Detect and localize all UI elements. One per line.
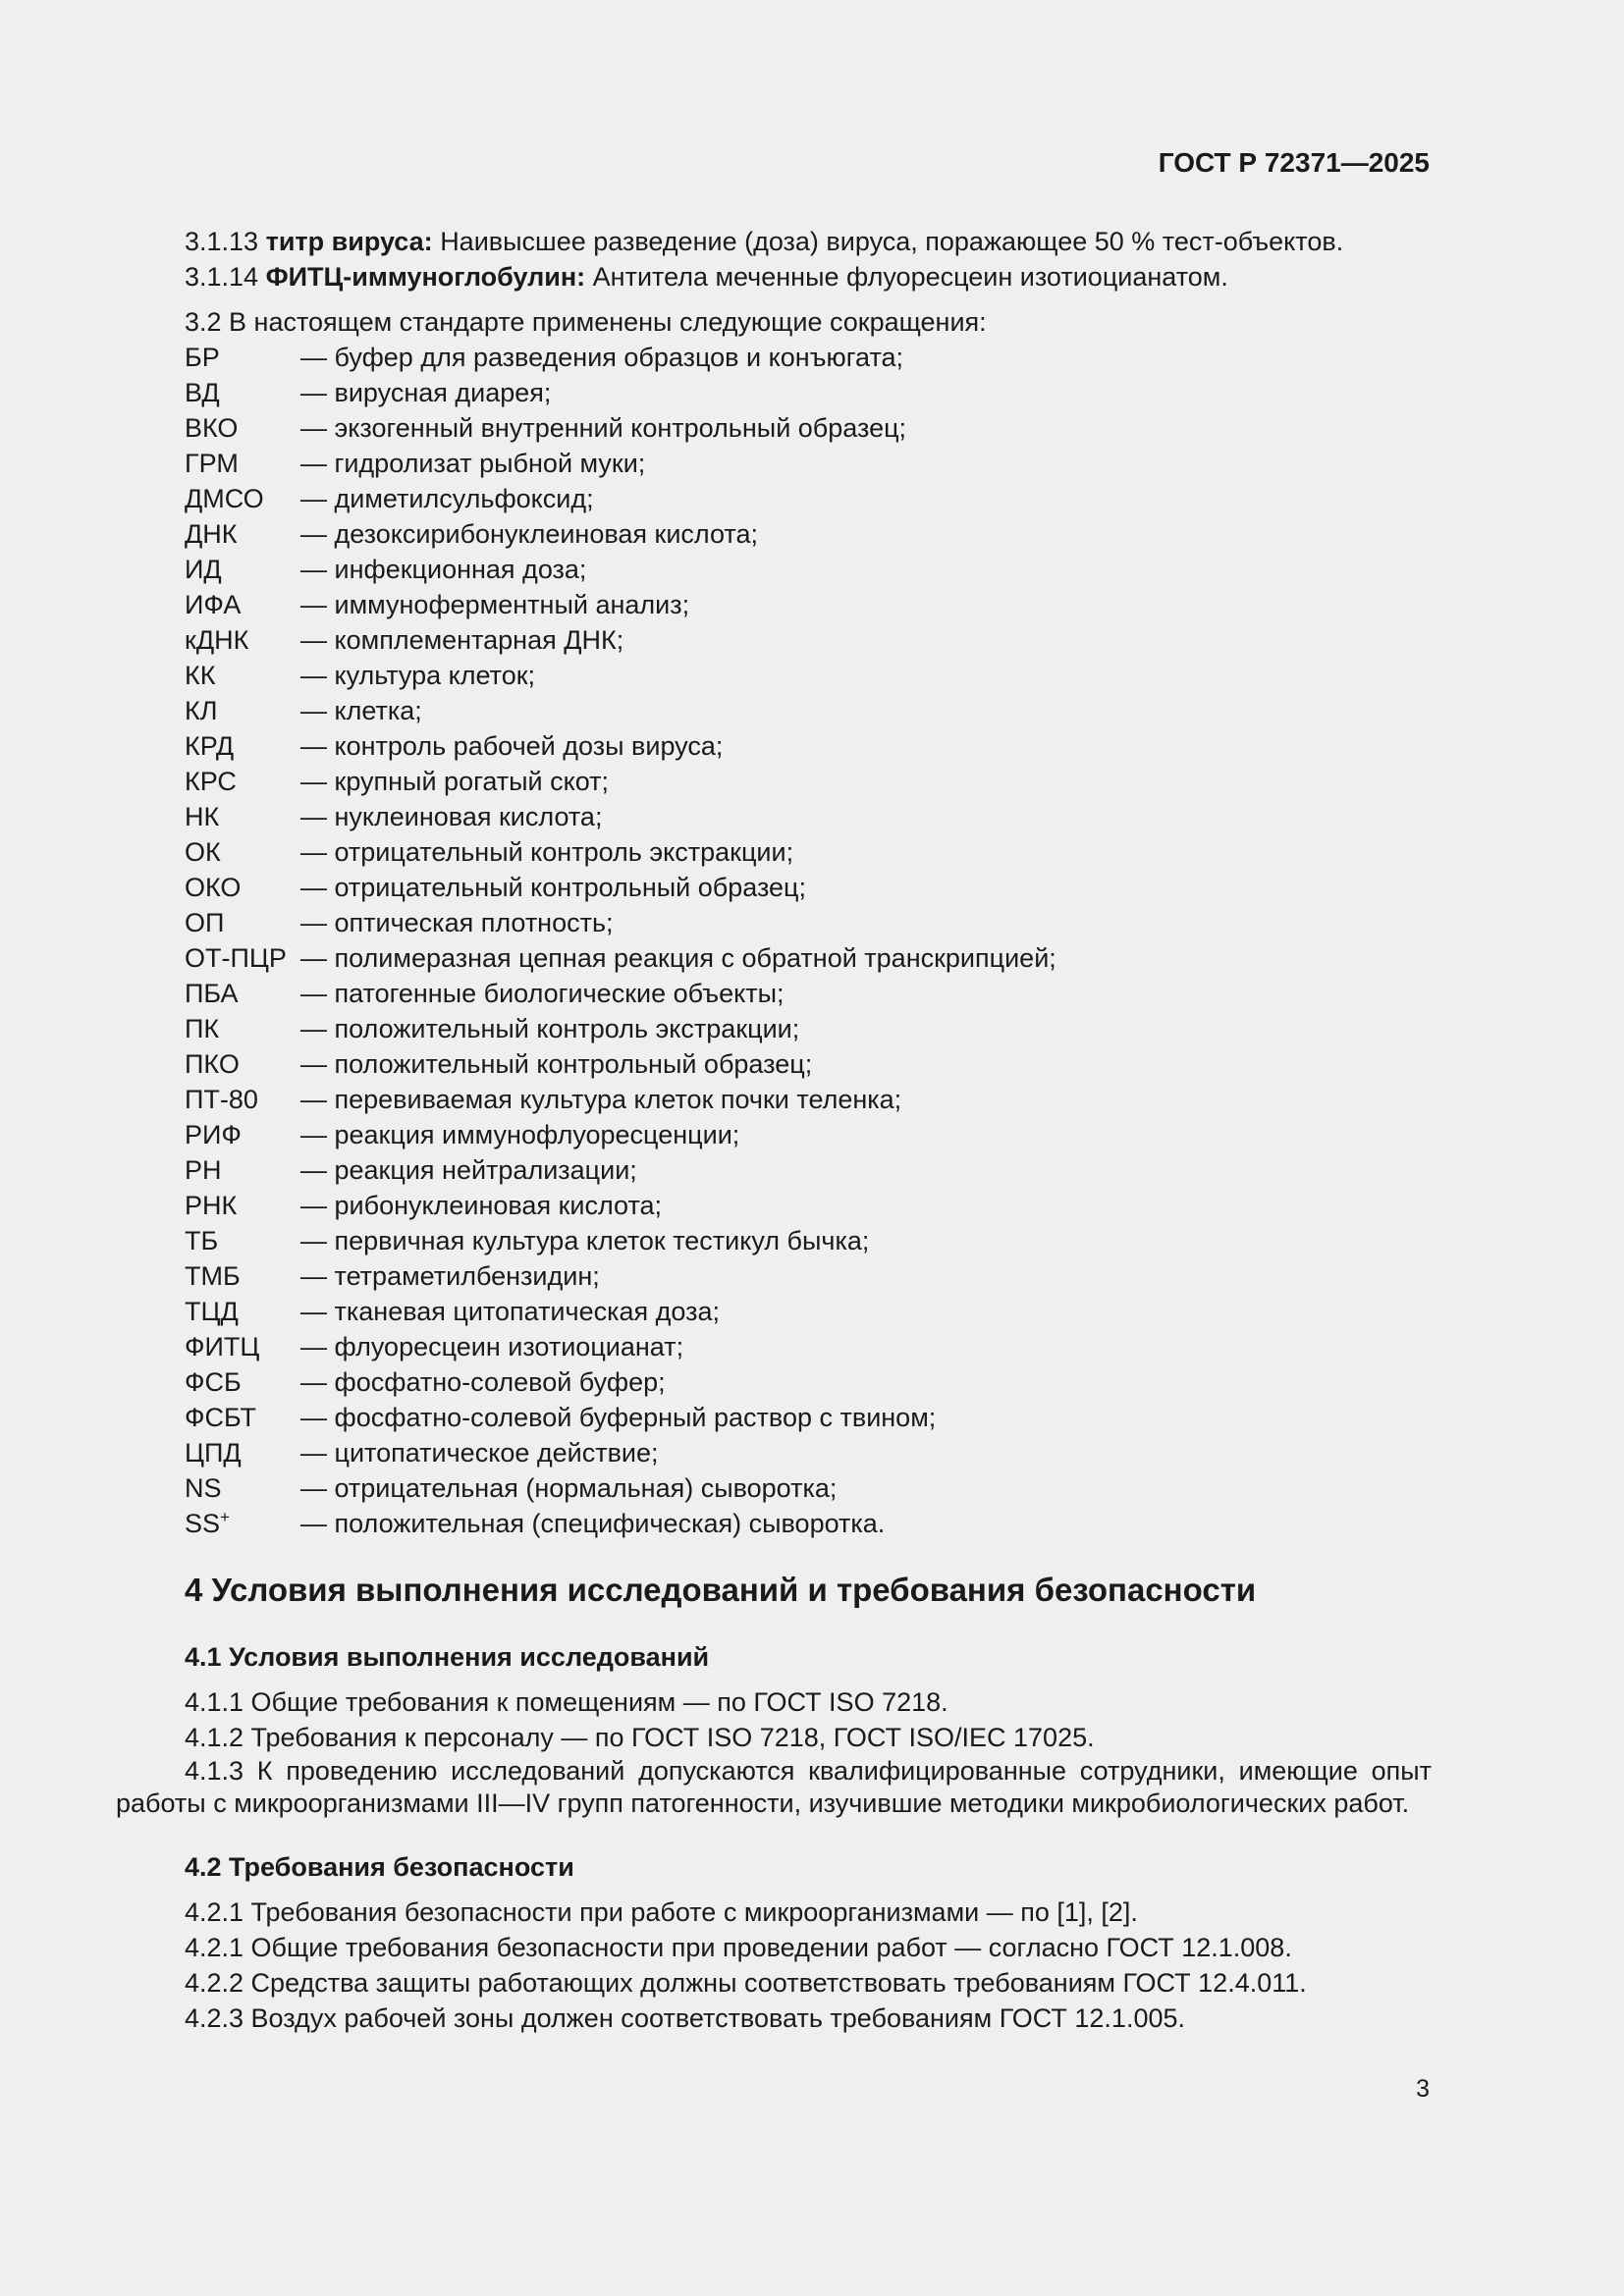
abbreviation-code-text: ПТ-80 [185,1085,258,1114]
abbreviation-code-text: ПБА [185,979,239,1008]
section-4-heading: 4 Условия выполнения исследований и требования безопасности [185,1572,1257,1608]
abbreviation-description: — контроль рабочей дозы вируса; [300,731,724,761]
page-number: 3 [1416,2075,1430,2103]
abbreviation-code-text: ОКО [185,873,242,902]
abbreviation-code-text: ГРМ [185,449,239,478]
abbreviation-code-text: РНК [185,1191,238,1220]
abbreviation-description: — гидролизат рыбной муки; [300,449,646,478]
abbreviation-description: — тканевая цитопатическая доза; [300,1297,721,1326]
abbreviation-code [185,728,300,764]
abbreviation-row [185,481,1432,516]
item-4-1-1: 4.1.1 Общие требования к помещениям — по ГОСТ ISO 7218. [185,1687,948,1717]
abbreviation-code [185,587,300,622]
abbreviation-row [185,1152,1432,1188]
abbreviation-description: — буфер для разведения образцов и конъюгата; [300,343,904,372]
abbreviation-description: — фосфатно-солевой буфер; [300,1367,666,1397]
abbreviation-row [185,764,1432,799]
section-4-1-heading: 4.1 Условия выполнения исследований [185,1642,710,1672]
abbreviation-description: — клетка; [300,696,422,725]
abbreviation-code [185,1152,300,1188]
abbreviation-code-text: НК [185,802,220,831]
abbreviation-row [185,446,1432,481]
abbreviation-code-text: РН [185,1155,222,1185]
abbreviation-code [185,340,300,375]
abbreviation-code [185,516,300,552]
abbreviation-row [185,1011,1432,1046]
abbreviation-row [185,693,1432,728]
abbreviation-row [185,622,1432,658]
abbreviation-code [185,834,300,870]
abbreviation-code [185,693,300,728]
abbreviation-code-text: ОК [185,837,221,867]
abbreviation-code-text: ТБ [185,1226,219,1255]
abbreviation-code [185,446,300,481]
abbreviation-code [185,1470,300,1506]
abbreviation-code-text: SS [185,1509,221,1538]
abbreviation-row [185,1046,1432,1082]
item-4-2-1b: 4.2.1 Общие требования безопасности при проведении работ — согласно ГОСТ 12.1.008. [185,1933,1292,1962]
definition-text: Антитела меченные флуоресцеин изотиоцианатом. [592,262,1228,292]
abbreviation-description: — дезоксирибонуклеиновая кислота; [300,519,758,549]
abbreviation-code [185,1188,300,1223]
abbreviation-code-text: ФСБТ [185,1403,257,1432]
abbreviation-description: — оптическая плотность; [300,908,614,937]
abbreviation-description: — положительный контроль экстракции; [300,1014,800,1043]
abbreviation-code-text: ТМБ [185,1261,241,1291]
abbreviation-code-text: ФИТЦ [185,1332,260,1362]
abbreviation-code [185,410,300,446]
definition-term: титр вируса: [265,227,433,256]
abbreviation-row [185,1117,1432,1152]
abbreviation-description: — тетраметилбензидин; [300,1261,600,1291]
abbreviation-description: — комплементарная ДНК; [300,625,624,655]
abbreviation-row [185,1400,1432,1435]
abbreviation-description: — отрицательный контрольный образец; [300,873,807,902]
abbreviation-code [185,764,300,799]
abbreviation-code [185,1400,300,1435]
abbreviation-code [185,552,300,587]
abbreviation-code [185,1364,300,1400]
item-4-2-1a: 4.2.1 Требования безопасности при работе с микроорганизмами — по [1], [2]. [185,1897,1138,1927]
abbreviation-code-text: КЛ [185,696,218,725]
abbreviation-description: — инфекционная доза; [300,555,587,584]
abbreviation-description: — фосфатно-солевой буферный раствор с твином; [300,1403,937,1432]
abbreviation-row [185,1188,1432,1223]
abbreviations-intro: 3.2 В настоящем стандарте применены следующие сокращения: [185,307,987,337]
abbreviation-row [185,340,1432,375]
abbreviation-description: — иммуноферментный анализ; [300,590,690,619]
document-header-code: ГОСТ Р 72371—2025 [1158,147,1430,178]
definition-text: Наивысшее разведение (доза) вируса, поражающее 50 % тест-объектов. [440,227,1344,256]
abbreviation-description: — рибонуклеиновая кислота; [300,1191,663,1220]
abbreviation-row [185,658,1432,693]
abbreviation-description: — первичная культура клеток тестикул бычка; [300,1226,870,1255]
abbreviation-row [185,1082,1432,1117]
abbreviation-row [185,905,1432,940]
definition-3-1-14 [116,259,1432,294]
abbreviation-code-text: КРД [185,731,235,761]
abbreviations-list [116,340,1432,1541]
definition-number: 3.1.13 [185,227,259,256]
abbreviation-description: — культура клеток; [300,661,536,690]
abbreviation-code-text: ДМСО [185,484,264,513]
abbreviation-code-text: NS [185,1473,222,1503]
abbreviation-description: — положительная (специфическая) сыворотка. [300,1509,886,1538]
abbreviation-row [185,870,1432,905]
abbreviation-row [185,552,1432,587]
abbreviation-code-text: кДНК [185,625,249,655]
item-4-2-2: 4.2.2 Средства защиты работающих должны соответствовать требованиям ГОСТ 12.4.011. [185,1968,1307,1998]
abbreviation-row [185,1470,1432,1506]
abbreviation-code-text: ПК [185,1014,220,1043]
abbreviation-row [185,587,1432,622]
abbreviation-row [185,1258,1432,1294]
abbreviation-code [185,1506,300,1541]
section-4-2-heading: 4.2 Требования безопасности [185,1852,574,1882]
abbreviation-row [185,1294,1432,1329]
abbreviation-code-text: ОТ-ПЦР [185,943,287,973]
abbreviation-code-text: РИФ [185,1120,242,1149]
abbreviation-row [185,410,1432,446]
abbreviation-code [185,1046,300,1082]
abbreviation-description: — полимеразная цепная реакция с обратной транскрипцией; [300,943,1056,973]
abbreviation-code-text: ИФА [185,590,242,619]
abbreviation-description: — положительный контрольный образец; [300,1049,813,1079]
abbreviation-row [185,1223,1432,1258]
abbreviation-code-text: КРС [185,767,237,796]
abbreviation-code-text: БР [185,343,220,372]
abbreviation-code-text: ТЦД [185,1297,239,1326]
abbreviation-superscript: + [220,1508,230,1526]
abbreviation-code-text: КК [185,661,216,690]
abbreviation-code [185,1223,300,1258]
abbreviation-description: — экзогенный внутренний контрольный образец; [300,413,907,443]
abbreviation-row [185,976,1432,1011]
abbreviation-description: — перевиваемая культура клеток почки теленка; [300,1085,902,1114]
abbreviation-row [185,940,1432,976]
definition-3-1-13 [116,224,1432,259]
abbreviation-code [185,1294,300,1329]
abbreviation-code-text: ДНК [185,519,238,549]
abbreviation-description: — флуоресцеин изотиоцианат; [300,1332,684,1362]
abbreviation-code-text: ВКО [185,413,239,443]
abbreviation-code [185,1117,300,1152]
abbreviation-description: — вирусная диарея; [300,378,552,407]
abbreviation-row [185,1435,1432,1470]
abbreviation-code [185,481,300,516]
abbreviation-row [185,1329,1432,1364]
abbreviation-code-text: ВД [185,378,220,407]
abbreviation-description: — цитопатическое действие; [300,1438,659,1468]
page-content [116,224,1432,2036]
abbreviation-code [185,905,300,940]
abbreviation-row [185,1506,1432,1541]
abbreviation-code [185,976,300,1011]
abbreviation-code-text: ФСБ [185,1367,242,1397]
abbreviation-description: — диметилсульфоксид; [300,484,594,513]
abbreviation-code [185,1435,300,1470]
item-4-1-2: 4.1.2 Требования к персоналу — по ГОСТ ISO 7218, ГОСТ ISO/IEC 17025. [185,1723,1095,1752]
abbreviation-description: — отрицательный контроль экстракции; [300,837,794,867]
abbreviation-row [185,1364,1432,1400]
definition-term: ФИТЦ-иммуноглобулин: [265,262,586,292]
abbreviation-code-text: ЦПД [185,1438,242,1468]
item-4-2-3: 4.2.3 Воздух рабочей зоны должен соответствовать требованиям ГОСТ 12.1.005. [185,2003,1185,2033]
abbreviation-code [185,940,300,976]
abbreviation-description: — реакция нейтрализации; [300,1155,637,1185]
abbreviation-code [185,1258,300,1294]
abbreviation-code [185,1011,300,1046]
abbreviation-code [185,1082,300,1117]
abbreviation-description: — патогенные биологические объекты; [300,979,785,1008]
abbreviation-description: — крупный рогатый скот; [300,767,610,796]
abbreviation-code-text: ПКО [185,1049,240,1079]
abbreviation-code [185,658,300,693]
abbreviation-code [185,375,300,410]
abbreviation-row [185,834,1432,870]
abbreviation-code [185,870,300,905]
abbreviation-code [185,1329,300,1364]
abbreviation-row [185,799,1432,834]
abbreviation-code-text: ИД [185,555,222,584]
abbreviation-code [185,622,300,658]
abbreviation-row [185,375,1432,410]
item-4-1-3: 4.1.3 К проведению исследований допускаются квалифицированные сотрудники, имеющие опыт работы с микроорганизмами III—IV групп патогенности, изучившие методики микробиологических работ. [116,1756,1432,1818]
abbreviation-description: — отрицательная (нормальная) сыворотка; [300,1473,838,1503]
abbreviation-code-text: ОП [185,908,225,937]
abbreviation-description: — реакция иммунофлуоресценции; [300,1120,740,1149]
abbreviation-code [185,799,300,834]
abbreviation-row [185,516,1432,552]
abbreviation-description: — нуклеиновая кислота; [300,802,603,831]
definition-number: 3.1.14 [185,262,259,292]
abbreviation-row [185,728,1432,764]
